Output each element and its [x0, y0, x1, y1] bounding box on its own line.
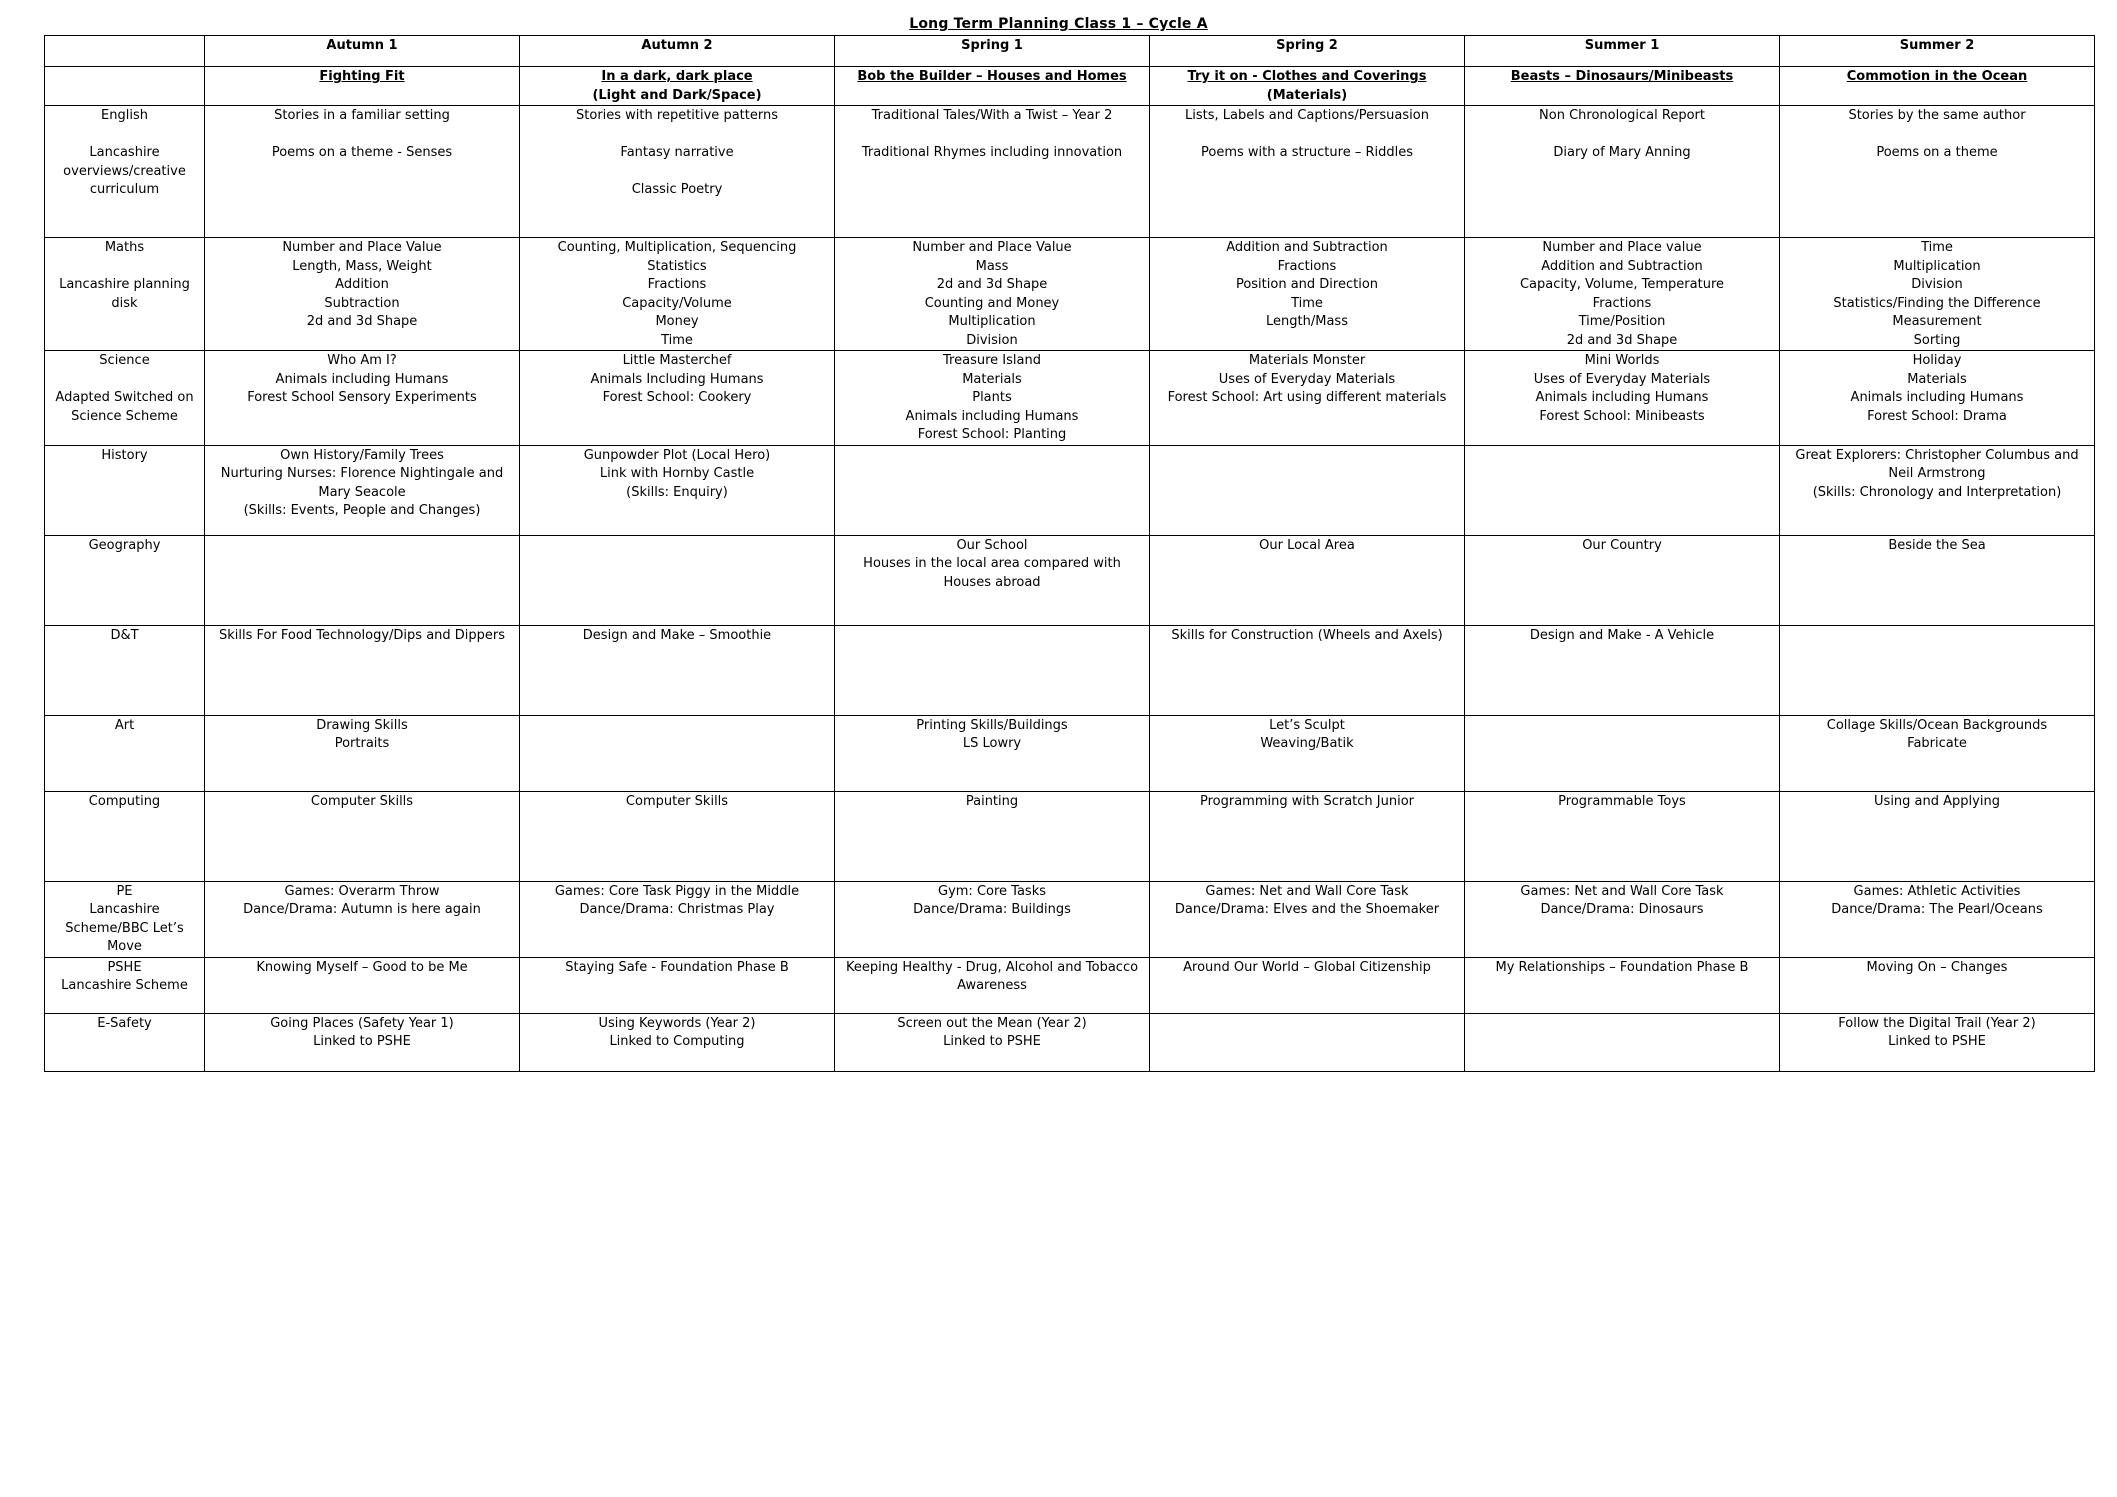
plan-cell: Computer Skills — [520, 791, 835, 881]
plan-cell: Drawing Skills Portraits — [205, 715, 520, 791]
topic-cell — [205, 67, 520, 106]
plan-cell: Screen out the Mean (Year 2) Linked to PSHE — [835, 1013, 1150, 1071]
topic-title: Bob the Builder – Houses and Homes — [857, 69, 1127, 84]
subject-label: English Lancashire overviews/creative curriculum — [45, 106, 205, 238]
plan-cell: Little Masterchef Animals Including Humans Forest School: Cookery — [520, 351, 835, 446]
subject-label: Science Adapted Switched on Science Scheme — [45, 351, 205, 446]
plan-cell: Programmable Toys — [1465, 791, 1780, 881]
topic-cell — [1465, 67, 1780, 106]
plan-cell — [520, 715, 835, 791]
plan-cell: Materials Monster Uses of Everyday Materials Forest School: Art using different materials — [1150, 351, 1465, 446]
subject-row — [45, 715, 2095, 791]
plan-cell: Programming with Scratch Junior — [1150, 791, 1465, 881]
plan-cell: Skills for Construction (Wheels and Axels) — [1150, 625, 1465, 715]
subject-row — [45, 957, 2095, 1013]
subject-label: Geography — [45, 535, 205, 625]
topic-subtitle: (Light and Dark/Space) — [592, 87, 762, 103]
plan-cell — [1150, 445, 1465, 535]
plan-cell: Collage Skills/Ocean Backgrounds Fabricate — [1780, 715, 2095, 791]
plan-cell: Using Keywords (Year 2) Linked to Computing — [520, 1013, 835, 1071]
plan-cell: Number and Place value Addition and Subtraction Capacity, Volume, Temperature Fractions Time/Position 2d and 3d Shape — [1465, 238, 1780, 351]
plan-cell — [1465, 445, 1780, 535]
topic-cell — [835, 67, 1150, 106]
plan-cell: Great Explorers: Christopher Columbus and Neil Armstrong (Skills: Chronology and Interpretation) — [1780, 445, 2095, 535]
plan-cell: Around Our World – Global Citizenship — [1150, 957, 1465, 1013]
plan-cell: Moving On – Changes — [1780, 957, 2095, 1013]
topic-subtitle: (Materials) — [1266, 87, 1348, 103]
plan-cell: Staying Safe - Foundation Phase B — [520, 957, 835, 1013]
topic-cell — [1150, 67, 1465, 106]
plan-cell: Time Multiplication Division Statistics/Finding the Difference Measurement Sorting — [1780, 238, 2095, 351]
subject-row — [45, 881, 2095, 957]
subject-row — [45, 535, 2095, 625]
plan-cell: Our Country — [1465, 535, 1780, 625]
subject-row — [45, 351, 2095, 446]
subject-label: Computing — [45, 791, 205, 881]
topic-title: Fighting Fit — [319, 69, 405, 84]
plan-cell: Follow the Digital Trail (Year 2) Linked to PSHE — [1780, 1013, 2095, 1071]
term-header: Autumn 2 — [520, 36, 835, 67]
plan-cell: Holiday Materials Animals including Humans Forest School: Drama — [1780, 351, 2095, 446]
plan-cell: Let’s Sculpt Weaving/Batik — [1150, 715, 1465, 791]
subject-label: History — [45, 445, 205, 535]
subject-label: Art — [45, 715, 205, 791]
subject-row — [45, 238, 2095, 351]
plan-cell: Gym: Core Tasks Dance/Drama: Buildings — [835, 881, 1150, 957]
plan-cell — [520, 535, 835, 625]
term-header: Spring 2 — [1150, 36, 1465, 67]
plan-cell — [205, 535, 520, 625]
plan-cell: Computer Skills — [205, 791, 520, 881]
plan-cell: Skills For Food Technology/Dips and Dippers — [205, 625, 520, 715]
plan-cell: Non Chronological Report Diary of Mary Anning — [1465, 106, 1780, 238]
plan-cell: Keeping Healthy - Drug, Alcohol and Tobacco Awareness — [835, 957, 1150, 1013]
plan-cell: Stories in a familiar setting Poems on a theme - Senses — [205, 106, 520, 238]
subject-row — [45, 1013, 2095, 1071]
plan-cell — [1465, 1013, 1780, 1071]
plan-cell: Traditional Tales/With a Twist – Year 2 Traditional Rhymes including innovation — [835, 106, 1150, 238]
planning-table — [44, 35, 2095, 1072]
plan-cell — [1465, 715, 1780, 791]
plan-cell: Our Local Area — [1150, 535, 1465, 625]
subject-label: PSHE Lancashire Scheme — [45, 957, 205, 1013]
topic-corner-cell — [45, 67, 205, 106]
page-title: Long Term Planning Class 1 – Cycle A — [909, 16, 1208, 32]
plan-cell: Design and Make - A Vehicle — [1465, 625, 1780, 715]
plan-cell: Own History/Family Trees Nurturing Nurses: Florence Nightingale and Mary Seacole (Skills: Events, People and Changes) — [205, 445, 520, 535]
plan-cell: Stories with repetitive patterns Fantasy narrative Classic Poetry — [520, 106, 835, 238]
plan-cell: Printing Skills/Buildings LS Lowry — [835, 715, 1150, 791]
topic-title: In a dark, dark place — [601, 69, 753, 84]
topic-cell — [1780, 67, 2095, 106]
subject-label: D&T — [45, 625, 205, 715]
plan-cell: Lists, Labels and Captions/Persuasion Poems with a structure – Riddles — [1150, 106, 1465, 238]
plan-cell: Design and Make – Smoothie — [520, 625, 835, 715]
plan-cell — [835, 445, 1150, 535]
plan-cell: Painting — [835, 791, 1150, 881]
term-header-row — [45, 36, 2095, 67]
subject-row — [45, 445, 2095, 535]
plan-cell: Gunpowder Plot (Local Hero) Link with Hornby Castle (Skills: Enquiry) — [520, 445, 835, 535]
corner-cell — [45, 36, 205, 67]
plan-cell — [835, 625, 1150, 715]
plan-cell: Counting, Multiplication, Sequencing Statistics Fractions Capacity/Volume Money Time — [520, 238, 835, 351]
plan-cell: Knowing Myself – Good to be Me — [205, 957, 520, 1013]
term-header: Spring 1 — [835, 36, 1150, 67]
plan-cell: Our School Houses in the local area compared with Houses abroad — [835, 535, 1150, 625]
term-header: Autumn 1 — [205, 36, 520, 67]
subject-row — [45, 625, 2095, 715]
subject-label: PE Lancashire Scheme/BBC Let’s Move — [45, 881, 205, 957]
plan-cell: Who Am I? Animals including Humans Forest School Sensory Experiments — [205, 351, 520, 446]
plan-cell: Games: Core Task Piggy in the Middle Dance/Drama: Christmas Play — [520, 881, 835, 957]
topic-title: Try it on - Clothes and Coverings — [1187, 69, 1427, 84]
subject-label: E-Safety — [45, 1013, 205, 1071]
plan-cell: Games: Net and Wall Core Task Dance/Drama: Elves and the Shoemaker — [1150, 881, 1465, 957]
plan-cell: Treasure Island Materials Plants Animals including Humans Forest School: Planting — [835, 351, 1150, 446]
plan-cell: Games: Overarm Throw Dance/Drama: Autumn is here again — [205, 881, 520, 957]
term-header: Summer 1 — [1465, 36, 1780, 67]
topic-row — [45, 67, 2095, 106]
plan-cell: Going Places (Safety Year 1) Linked to PSHE — [205, 1013, 520, 1071]
plan-cell: Number and Place Value Length, Mass, Weight Addition Subtraction 2d and 3d Shape — [205, 238, 520, 351]
plan-cell: Using and Applying — [1780, 791, 2095, 881]
plan-cell: Games: Athletic Activities Dance/Drama: The Pearl/Oceans — [1780, 881, 2095, 957]
plan-cell: Beside the Sea — [1780, 535, 2095, 625]
topic-title: Beasts – Dinosaurs/Minibeasts — [1510, 69, 1734, 84]
plan-cell — [1150, 1013, 1465, 1071]
subject-row — [45, 791, 2095, 881]
plan-cell: My Relationships – Foundation Phase B — [1465, 957, 1780, 1013]
term-header: Summer 2 — [1780, 36, 2095, 67]
subject-row — [45, 106, 2095, 238]
plan-cell: Mini Worlds Uses of Everyday Materials Animals including Humans Forest School: Minibeasts — [1465, 351, 1780, 446]
plan-cell: Games: Net and Wall Core Task Dance/Drama: Dinosaurs — [1465, 881, 1780, 957]
plan-cell — [1780, 625, 2095, 715]
topic-cell — [520, 67, 835, 106]
plan-cell: Addition and Subtraction Fractions Position and Direction Time Length/Mass — [1150, 238, 1465, 351]
plan-cell: Number and Place Value Mass 2d and 3d Shape Counting and Money Multiplication Division — [835, 238, 1150, 351]
plan-cell: Stories by the same author Poems on a theme — [1780, 106, 2095, 238]
topic-title: Commotion in the Ocean — [1846, 69, 2028, 84]
subject-label: Maths Lancashire planning disk — [45, 238, 205, 351]
